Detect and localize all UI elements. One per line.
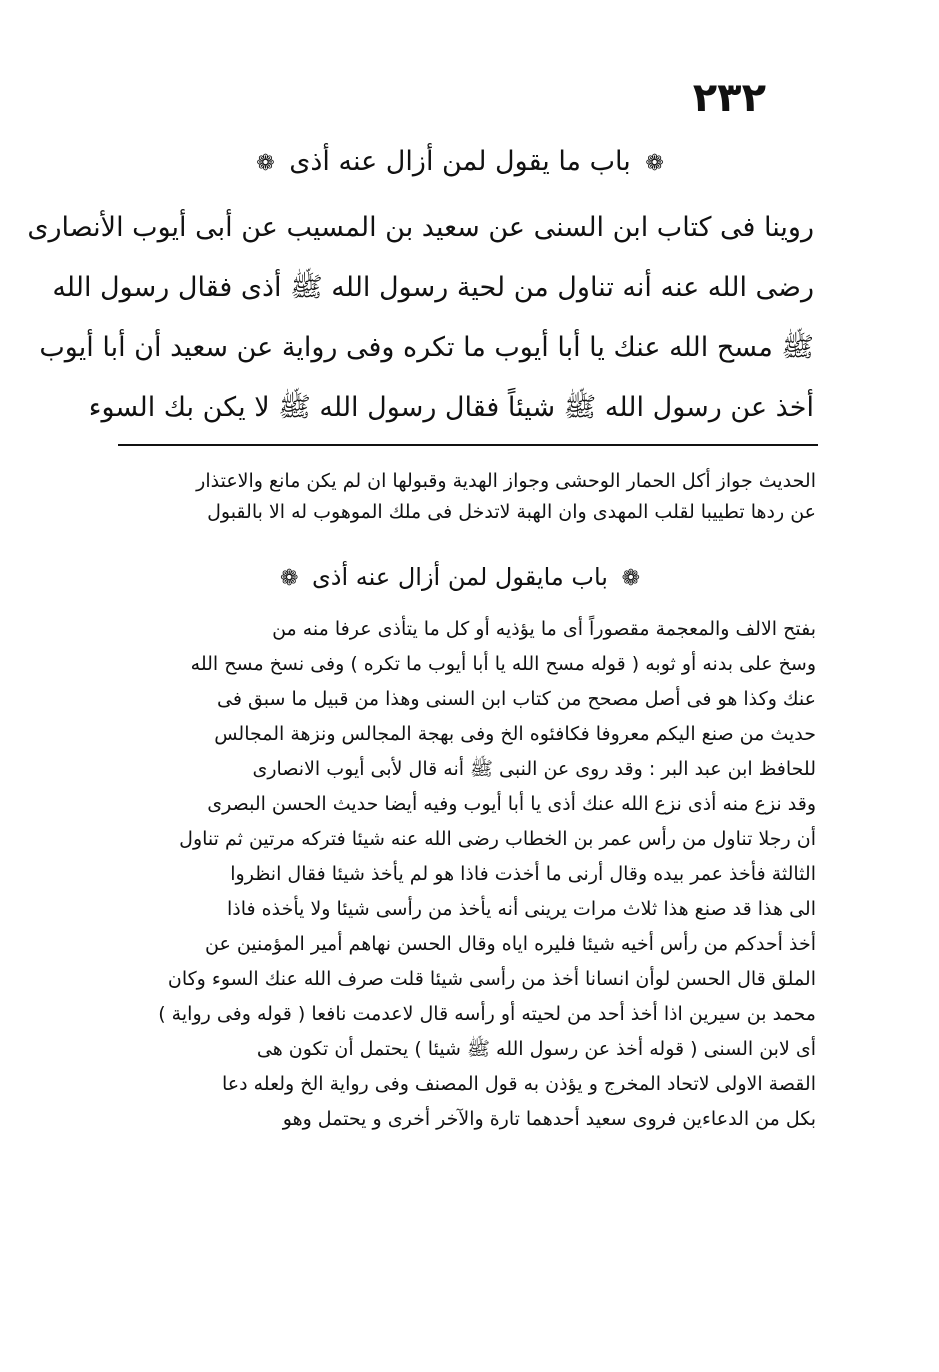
main-text-line: ﷺ مسح الله عنك يا أبا أيوب ما تكره وفى رواية عن سعيد أن أبا أيوب (39, 332, 814, 363)
commentary-line: أخذ أحدكم من رأس أخيه شيئا فليره اياه وقال الحسن نهاهم أمير المؤمنين عن (204, 933, 816, 955)
commentary-line: الثالثة فأخذ عمر بيده وقال أرنى ما أخذت فاذا هو لم يأخذ شيئا فقال انظروا (230, 863, 816, 885)
section-heading (110, 146, 810, 177)
ornament-icon: ❁ (645, 151, 664, 176)
commentary-line: عنك وكذا هو فى أصل مصحح من كتاب ابن السنى وهذا من قبيل ما سبق فى (216, 688, 816, 710)
commentary-line: عن ردها تطييبا لقلب المهدى وان الهبة لاتدخل فى ملك الموهوب له الا بالقبول (207, 501, 816, 523)
commentary-line: القصة الاولى لاتحاد المخرج و يؤذن به قول المصنف وفى رواية الخ ولعله دعا (221, 1073, 816, 1095)
commentary-line: الحديث جواز أكل الحمار الوحشى وجواز الهدية وقبولها ان لم يكن مانع والاعتذار (196, 470, 816, 492)
commentary-heading-text: باب مايقول لمن أزال عنه أذى (312, 563, 608, 591)
ornament-icon: ❁ (256, 151, 275, 176)
commentary-top-block (112, 466, 816, 528)
commentary-heading (110, 563, 810, 591)
commentary-line: أى لابن السنى ( قوله أخذ عن رسول الله ﷺ شيئا ) يحتمل أن تكون هى (256, 1038, 816, 1060)
main-text-block (27, 198, 814, 438)
commentary-line: حديث من صنع اليكم معروفا فكافئوه الخ وفى بهجة المجالس ونزهة المجالس (214, 723, 816, 745)
page-number: ٢٣٢ (692, 75, 766, 121)
main-text-line: روينا فى كتاب ابن السنى عن سعيد بن المسيب عن أبى أيوب الأنصارى (27, 212, 814, 243)
ornament-icon: ❁ (621, 566, 641, 591)
commentary-line: بفتح الالف والمعجمة مقصوراً أى ما يؤذيه أو كل ما يتأذى عرفا منه من (272, 618, 816, 640)
main-text-line: رضى الله عنه أنه تناول من لحية رسول الله ﷺ أذى فقال رسول الله (52, 272, 814, 303)
commentary-line: أن رجلا تناول من رأس عمر بن الخطاب رضى الله عنه شيئا فتركه مرتين ثم تناول (179, 828, 816, 850)
commentary-line: الى هذا قد صنع هذا ثلاث مرات يرينى أنه يأخذ من رأسى شيئا ولا يأخذه فاذا (227, 898, 816, 920)
main-text-line: أخذ عن رسول الله ﷺ شيئاً فقال رسول الله ﷺ لا يكن بك السوء (88, 392, 814, 423)
commentary-bottom-block (112, 612, 816, 1137)
section-heading-text: باب ما يقول لمن أزال عنه أذى (289, 146, 631, 177)
footnote-divider (118, 444, 818, 446)
commentary-line: محمد بن سيرين اذا أخذ أحد من لحيته أو رأسه قال لاعدمت نافعا ( قوله وفى رواية ) (158, 1003, 816, 1025)
ornament-icon: ❁ (279, 566, 299, 591)
commentary-line: الملق قال الحسن لوأن انسانا أخذ من رأسى شيئا قلت صرف الله عنك السوء وكان (167, 968, 816, 990)
commentary-line: وقد نزع منه أذى نزع الله عنك أذى يا أبا أيوب وفيه أيضا حديث الحسن البصرى (207, 793, 816, 815)
commentary-line: بكل من الدعاءين فروى سعيد أحدهما تارة والآخر أخرى و يحتمل وهو (282, 1108, 816, 1130)
commentary-line: للحافظ ابن عبد البر : وقد روى عن النبى ﷺ أنه قال لأبى أيوب الانصارى (252, 758, 816, 780)
commentary-line: وسخ على بدنه أو ثوبه ( قوله مسح الله يا أبا أيوب ما تكره ) وفى نسخ مسح الله (190, 653, 816, 675)
